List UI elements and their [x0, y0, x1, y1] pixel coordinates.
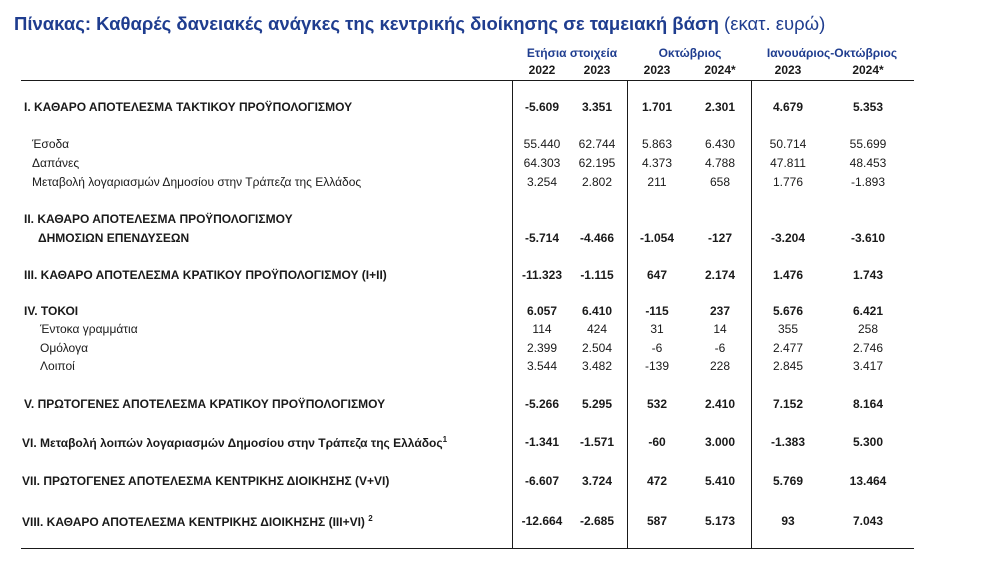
row-value: -60: [648, 435, 666, 449]
row-value: -1.341: [524, 435, 560, 449]
row-value: 6.410: [581, 304, 613, 318]
row-value: -1.893: [850, 175, 886, 189]
row-value: 3.351: [581, 100, 613, 114]
row-label-text: VIII. ΚΑΘΑΡΟ ΑΠΟΤΕΛΕΣΜΑ ΚΕΝΤΡΙΚΗΣ ΔΙΟΙΚΗΣΗΣ (III+VI): [22, 515, 365, 529]
table-row: [0, 397, 1003, 413]
row-value: 14: [713, 322, 727, 336]
row-label: Δαπάνες: [32, 156, 80, 170]
row-value: -127: [707, 231, 733, 245]
row-value: 1.743: [852, 268, 884, 282]
row-value: 3.482: [581, 359, 613, 373]
row-value: 6.057: [526, 304, 558, 318]
row-value: -12.664: [521, 514, 563, 528]
table-row: [0, 100, 1003, 116]
row-value: 211: [647, 175, 667, 189]
row-value: 1.476: [772, 268, 804, 282]
row-value: 3.544: [526, 359, 558, 373]
row-value: 424: [586, 322, 608, 336]
row-value: 31: [650, 322, 664, 336]
row-value: 50.714: [769, 137, 807, 151]
row-value: 55.699: [849, 137, 887, 151]
row-value: 62.744: [578, 137, 616, 151]
column-group-october: Οκτώβριος: [658, 46, 722, 60]
row-value: 64.303: [523, 156, 561, 170]
row-value: 472: [646, 474, 668, 488]
row-value: 355: [777, 322, 799, 336]
row-value: 1.701: [641, 100, 673, 114]
row-value: -3.610: [850, 231, 886, 245]
row-label-continued: ΔΗΜΟΣΙΩΝ ΕΠΕΝΔΥΣΕΩΝ: [38, 231, 190, 245]
header-rule: [21, 80, 914, 81]
row-value: 4.373: [641, 156, 673, 170]
row-value: 2.174: [704, 268, 736, 282]
table-title: [14, 13, 825, 35]
row-value: 3.254: [526, 175, 558, 189]
row-value: 3.417: [852, 359, 884, 373]
row-value: -2.685: [579, 514, 615, 528]
table-row: [0, 175, 1003, 191]
column-group-annual: Ετήσια στοιχεία: [526, 46, 618, 60]
row-value: -11.323: [521, 268, 563, 282]
table-row: [0, 156, 1003, 172]
column-year: 2024*: [704, 63, 736, 77]
row-value: 7.152: [772, 397, 804, 411]
row-value: 55.440: [523, 137, 561, 151]
footnote-marker: 1: [442, 435, 448, 444]
row-value: -6: [651, 341, 663, 355]
row-label: VII. ΠΡΩΤΟΓΕΝΕΣ ΑΠΟΤΕΛΕΣΜΑ ΚΕΝΤΡΙΚΗΣ ΔΙΟΙΚΗΣΗΣ (V+VI): [22, 474, 390, 488]
row-value: 2.504: [581, 341, 613, 355]
table-row: [0, 359, 1003, 375]
row-value: -5.609: [524, 100, 560, 114]
table-row: [0, 514, 1003, 530]
row-value: 5.353: [852, 100, 884, 114]
bottom-rule: [21, 548, 914, 549]
table-row: [0, 322, 1003, 338]
row-label: I. ΚΑΘΑΡΟ ΑΠΟΤΕΛΕΣΜΑ ΤΑΚΤΙΚΟΥ ΠΡΟΫΠΟΛΟΓΙΣΜΟΥ: [24, 100, 353, 114]
row-value: -6.607: [524, 474, 560, 488]
column-year: 2024*: [852, 63, 884, 77]
row-value: 6.421: [852, 304, 884, 318]
row-label: III. ΚΑΘΑΡΟ ΑΠΟΤΕΛΕΣΜΑ ΚΡΑΤΙΚΟΥ ΠΡΟΫΠΟΛΟΓΙΣΜΟΥ (I+II): [24, 268, 387, 282]
row-value: 658: [709, 175, 731, 189]
column-group-jan-oct: Ιανουάριος-Οκτώβριος: [766, 46, 898, 60]
row-value: 532: [646, 397, 668, 411]
row-value: 2.746: [852, 341, 884, 355]
row-value: 4.679: [772, 100, 804, 114]
row-value: 587: [646, 514, 668, 528]
row-label: Λοιποί: [40, 359, 75, 373]
row-value: 48.453: [849, 156, 887, 170]
column-year: 2023: [643, 63, 671, 77]
row-value: 5.863: [641, 137, 673, 151]
row-label: Έντοκα γραμμάτια: [40, 322, 138, 336]
row-value: 3.000: [704, 435, 736, 449]
row-value: 2.301: [704, 100, 736, 114]
row-value: 13.464: [849, 474, 887, 488]
row-value: -115: [645, 304, 669, 318]
row-value: 8.164: [852, 397, 884, 411]
table-row: [0, 474, 1003, 490]
row-value: 2.410: [704, 397, 736, 411]
row-value: 647: [646, 268, 668, 282]
row-value: -4.466: [579, 231, 615, 245]
row-value: 5.295: [581, 397, 613, 411]
row-value: -1.383: [770, 435, 806, 449]
column-year: 2022: [528, 63, 556, 77]
row-value: 4.788: [704, 156, 736, 170]
row-value: 5.410: [704, 474, 736, 488]
row-value: 3.724: [581, 474, 613, 488]
row-label: V. ΠΡΩΤΟΓΕΝΕΣ ΑΠΟΤΕΛΕΣΜΑ ΚΡΑΤΙΚΟΥ ΠΡΟΫΠΟΛΟΓΙΣΜΟΥ: [24, 397, 386, 411]
row-value: -1.054: [639, 231, 675, 245]
column-year: 2023: [583, 63, 611, 77]
row-label: II. ΚΑΘΑΡΟ ΑΠΟΤΕΛΕΣΜΑ ΠΡΟΫΠΟΛΟΓΙΣΜΟΥ: [24, 212, 293, 226]
row-value: 7.043: [852, 514, 884, 528]
row-value: 2.802: [581, 175, 613, 189]
table-row: [0, 231, 1003, 247]
row-value: -1.115: [580, 268, 614, 282]
row-value: -5.714: [524, 231, 560, 245]
row-label: Μεταβολή λογαριασμών Δημοσίου στην Τράπεζα της Ελλάδος: [32, 175, 362, 189]
row-value: 5.173: [704, 514, 736, 528]
row-value: -139: [644, 359, 670, 373]
row-value: 47.811: [770, 156, 806, 170]
row-label: Ομόλογα: [40, 341, 89, 355]
row-label: [22, 514, 373, 529]
table-row: [0, 304, 1003, 320]
row-value: 237: [709, 304, 731, 318]
row-value: 6.430: [704, 137, 736, 151]
row-value: 228: [709, 359, 731, 373]
row-label-text: VI. Μεταβολή λοιπών λογαριασμών Δημοσίου στην Τράπεζα της Ελλάδος: [22, 436, 443, 450]
table-row: [0, 212, 1003, 228]
table-row: [0, 341, 1003, 357]
table-row: [0, 137, 1003, 153]
row-label: [22, 435, 447, 450]
row-value: 62.195: [578, 156, 616, 170]
row-value: 93: [781, 514, 795, 528]
footnote-marker: 2: [368, 514, 373, 523]
row-value: 5.769: [772, 474, 804, 488]
row-value: -1.571: [579, 435, 615, 449]
table-title-unit: (εκατ. ευρώ): [724, 13, 826, 34]
table-row: [0, 268, 1003, 284]
column-year: 2023: [774, 63, 802, 77]
row-value: 2.399: [526, 341, 558, 355]
row-value: 114: [532, 322, 552, 336]
row-value: 2.477: [772, 341, 804, 355]
row-value: -5.266: [524, 397, 560, 411]
table-title-main: Πίνακας: Καθαρές δανειακές ανάγκες της κεντρικής διοίκησης σε ταμειακή βάση: [14, 13, 719, 34]
row-value: 5.676: [772, 304, 804, 318]
row-value: 5.300: [852, 435, 884, 449]
row-value: -3.204: [770, 231, 806, 245]
row-label: Έσοδα: [32, 137, 70, 151]
row-label: IV. ΤΟΚΟΙ: [24, 304, 79, 318]
table-row: [0, 435, 1003, 451]
row-value: 1.776: [772, 175, 804, 189]
row-value: 2.845: [772, 359, 804, 373]
row-value: 258: [857, 322, 879, 336]
row-value: -6: [714, 341, 726, 355]
